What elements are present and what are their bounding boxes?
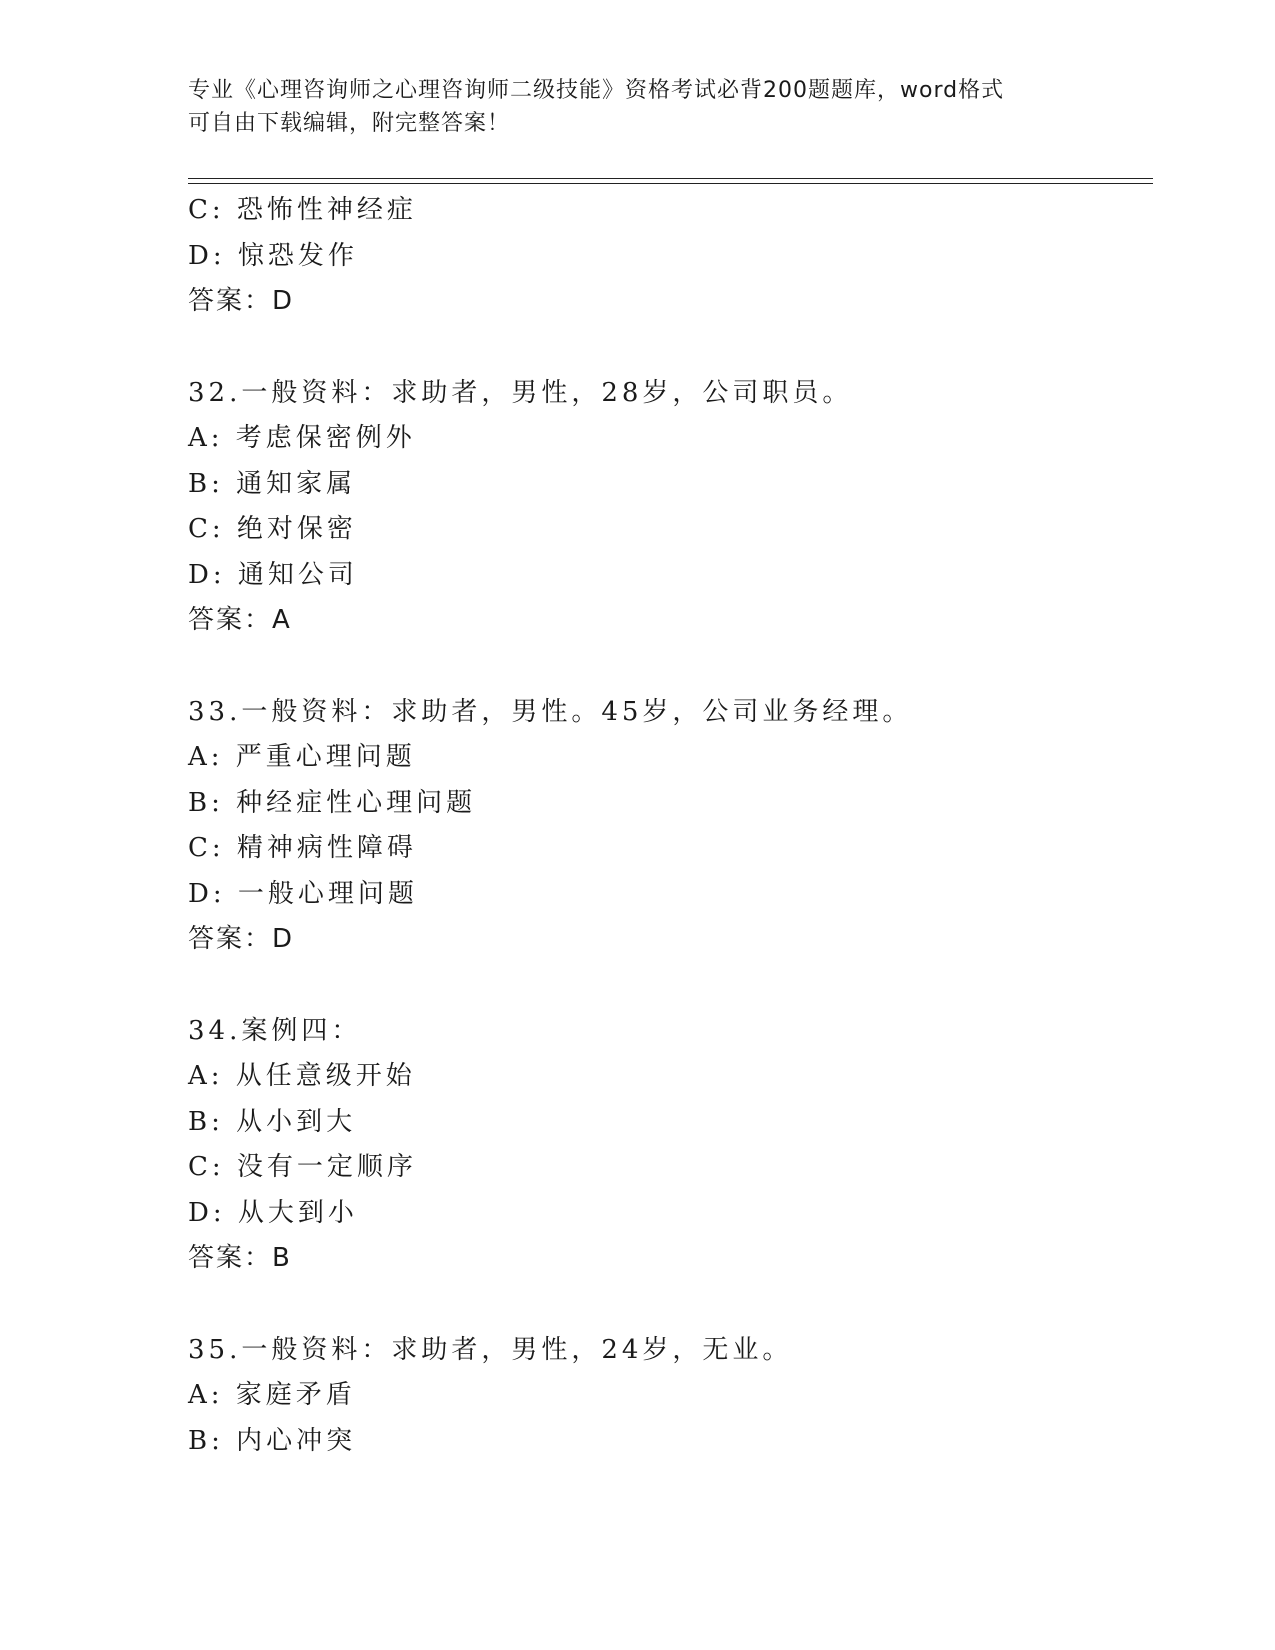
option-c: C: 没有一定顺序	[188, 1152, 417, 1182]
document-header	[188, 74, 1088, 140]
header-rule-top	[188, 178, 1153, 179]
spacer	[188, 325, 1148, 371]
header-line-1: 专业《心理咨询师之心理咨询师二级技能》资格考试必背200题题库，word格式	[188, 78, 1005, 103]
question-text: 32.一般资料：求助者，男性，28岁，公司职员。	[188, 377, 853, 408]
option-b: B: 从小到大	[188, 1106, 357, 1137]
option-a: A: 家庭矛盾	[188, 1380, 356, 1410]
question-block	[188, 1009, 1148, 1282]
spacer	[188, 644, 1148, 690]
question-block	[188, 690, 1148, 963]
option-a: A: 从任意级开始	[188, 1061, 416, 1091]
question-block	[188, 1328, 1148, 1465]
option-c: C: 精神病性障碍	[188, 833, 417, 863]
spacer	[188, 963, 1148, 1009]
option-c: C: 绝对保密	[188, 514, 357, 544]
option-b: B: 种经症性心理问题	[188, 787, 477, 818]
question-list	[188, 188, 1148, 1464]
spacer	[188, 1282, 1148, 1328]
question-text: 33.一般资料：求助者，男性。45岁，公司业务经理。	[188, 696, 913, 727]
option-d: D: 从大到小	[188, 1197, 358, 1228]
header-rule-bottom	[188, 183, 1153, 184]
question-text: 35.一般资料：求助者，男性，24岁，无业。	[188, 1334, 793, 1365]
option-a: A: 考虑保密例外	[188, 423, 416, 453]
answer-label: 答案：A	[188, 605, 292, 635]
option-a: A: 严重心理问题	[188, 742, 416, 772]
option-d: D: 一般心理问题	[188, 878, 418, 909]
option-d: D: 惊恐发作	[188, 240, 358, 271]
answer-label: 答案：D	[188, 286, 295, 316]
answer-label: 答案：B	[188, 1243, 292, 1273]
question-block	[188, 371, 1148, 644]
option-b: B: 通知家属	[188, 468, 357, 499]
answer-label: 答案：D	[188, 924, 295, 954]
question-block	[188, 188, 1148, 325]
header-line-2: 可自由下载编辑，附完整答案！	[188, 111, 511, 136]
option-d: D: 通知公司	[188, 559, 358, 590]
option-b: B: 内心冲突	[188, 1425, 357, 1456]
question-text: 34.案例四：	[188, 1015, 362, 1046]
option-c: C: 恐怖性神经症	[188, 195, 417, 225]
